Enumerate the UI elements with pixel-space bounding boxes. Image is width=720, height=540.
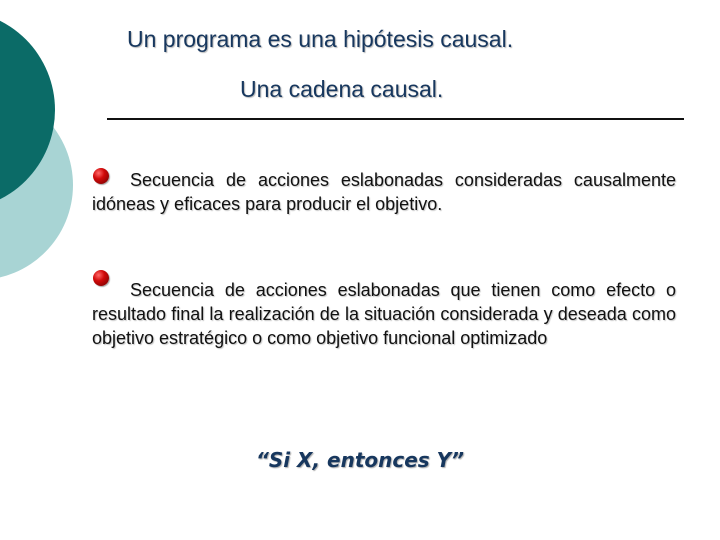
bullet-item-1 [92,168,676,216]
decorative-circles [0,0,120,300]
slide-subtitle: Una cadena causal. [240,76,444,102]
bullet-item-2 [92,278,676,350]
slide-title: Un programa es una hipótesis causal. [127,26,514,52]
bullet-item-1-text: Secuencia de acciones eslabonadas consideradas causalmente idóneas y eficaces para producir el objetivo. [92,170,676,214]
bullet-item-2-text: Secuencia de acciones eslabonadas que tienen como efecto o resultado final la realización de la situación considerada y deseada como objetivo estratégico o como objetivo funcional optimizado [92,280,676,348]
title-divider [107,118,684,120]
quote-text: “Si X, entonces Y” [255,448,465,472]
